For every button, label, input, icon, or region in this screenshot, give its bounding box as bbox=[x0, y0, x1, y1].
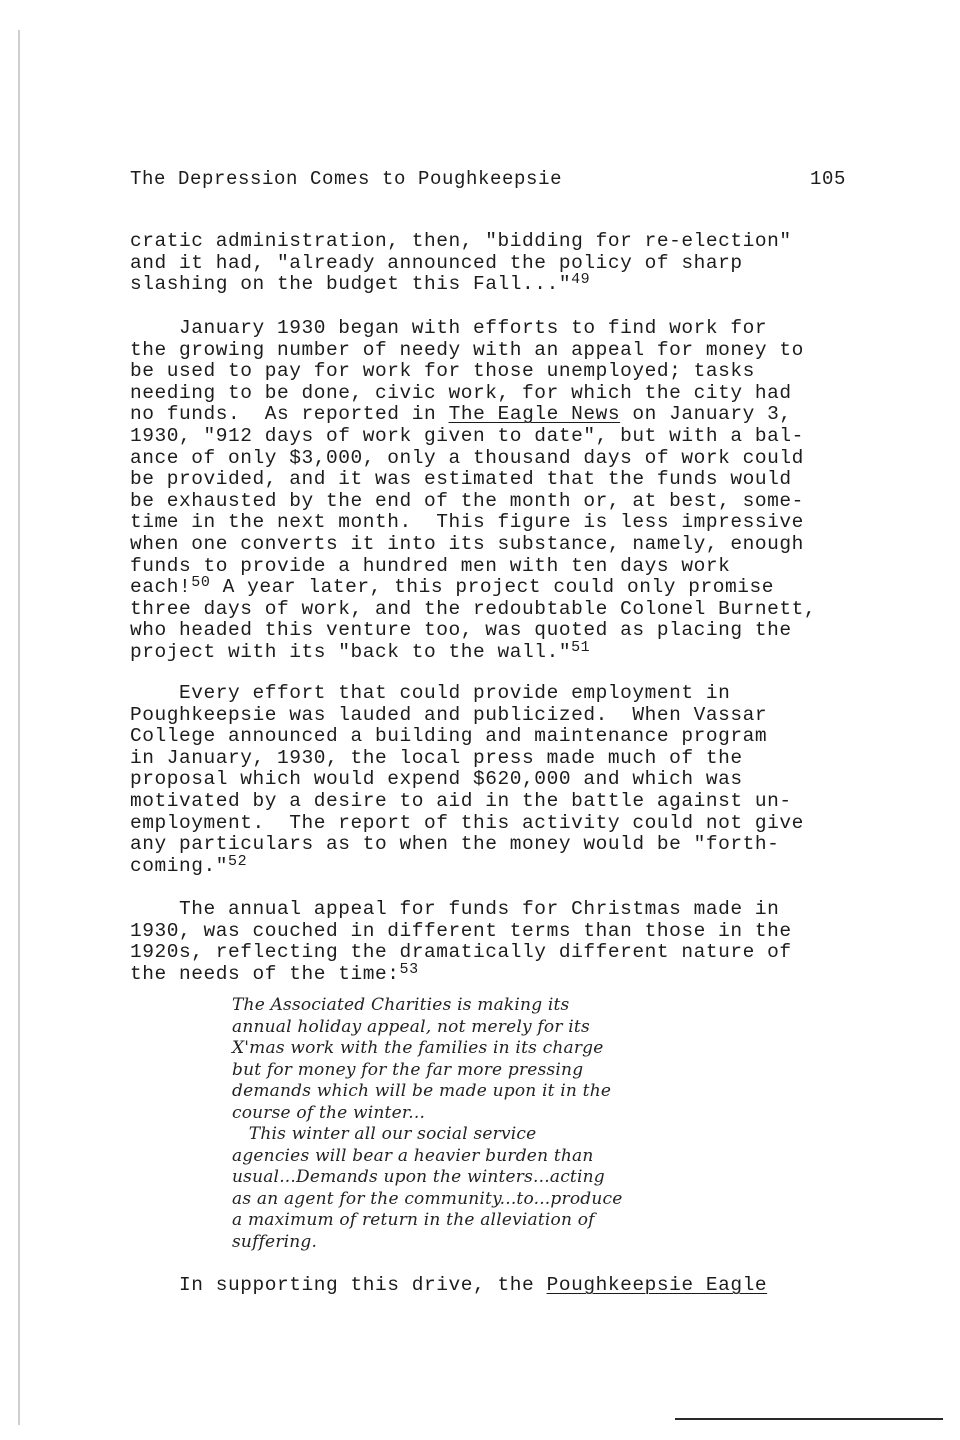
text-line bbox=[130, 1275, 846, 1297]
text-line: when one converts it into its substance, namely, enough bbox=[130, 532, 804, 555]
binding-edge bbox=[18, 30, 20, 1425]
quote-line: a maximum of return in the alleviation of bbox=[232, 1210, 595, 1230]
text-line: The annual appeal for funds for Christmas made in bbox=[130, 898, 780, 920]
text-run: the needs of the time: bbox=[130, 962, 400, 985]
quote-line: as an agent for the community...to...produce bbox=[232, 1188, 623, 1209]
text-line: time in the next month. This figure is less impressive bbox=[130, 511, 804, 534]
text-line: three days of work, and the redoubtable Colonel Burnett, bbox=[130, 597, 817, 620]
quote-line: X'mas work with the families in its charge bbox=[232, 1038, 604, 1058]
quote-line: course of the winter... bbox=[232, 1102, 426, 1123]
quote-line: demands which will be made upon it in the bbox=[232, 1081, 612, 1101]
text-line: funds to provide a hundred men with ten days work bbox=[130, 554, 731, 577]
text-run: project with its "back to the wall." bbox=[130, 640, 572, 663]
block-quote bbox=[232, 995, 752, 1253]
quote-line: but for money for the far more pressing bbox=[232, 1059, 584, 1080]
page-number: 105 bbox=[809, 168, 846, 190]
text-run: A year later, this project could only promise bbox=[210, 576, 774, 599]
text-line: 1930, "912 days of work given to date", but with a bal- bbox=[130, 424, 804, 447]
paragraph-3 bbox=[130, 683, 846, 877]
text-line: be used to pay for work for those unemployed; tasks bbox=[130, 360, 755, 383]
paragraph-1 bbox=[130, 231, 846, 296]
text-run: coming." bbox=[130, 854, 229, 877]
text-line: ance of only $3,000, only a thousand days of work could bbox=[130, 446, 804, 469]
text-line: 1930, was couched in different terms than those in the bbox=[130, 919, 792, 942]
text-line: 1920s, reflecting the dramatically different nature of bbox=[130, 941, 792, 964]
text-line bbox=[130, 271, 846, 296]
text-line: cratic administration, then, "bidding for re-election" bbox=[130, 230, 792, 252]
quote-line: suffering. bbox=[232, 1231, 318, 1252]
text-line bbox=[130, 574, 846, 599]
quote-line: usual...Demands upon the winters...acting bbox=[232, 1167, 605, 1187]
footnote-ref-49: 49 bbox=[571, 271, 591, 289]
quote-line: annual holiday appeal, not merely for its bbox=[232, 1016, 590, 1037]
text-run: In supporting this drive, the bbox=[130, 1274, 547, 1296]
text-line: employment. The report of this activity could not give bbox=[130, 811, 804, 834]
text-line: Poughkeepsie was lauded and publicized. When Vassar bbox=[130, 703, 768, 726]
text-line bbox=[130, 638, 846, 664]
text-line: be provided, and it was estimated that the funds would bbox=[130, 468, 792, 491]
text-line: in January, 1930, the local press made much of the bbox=[130, 746, 743, 769]
text-line: any particulars as to when the money would be "forth- bbox=[130, 833, 780, 856]
footnote-ref-50: 50 bbox=[191, 574, 211, 592]
newspaper-title-eagle-news: The Eagle News bbox=[448, 403, 621, 426]
paragraph-5 bbox=[130, 1275, 846, 1297]
text-line: proposal which would expend $620,000 and which was bbox=[130, 768, 743, 791]
footnote-ref-51: 51 bbox=[571, 638, 591, 656]
newspaper-title-poughkeepsie-eagle: Poughkeepsie Eagle bbox=[546, 1274, 768, 1296]
text-line bbox=[130, 404, 846, 426]
running-head-title: The Depression Comes to Poughkeepsie bbox=[130, 168, 563, 190]
text-line: January 1930 began with efforts to find work for bbox=[130, 317, 768, 339]
bottom-rule bbox=[675, 1418, 943, 1420]
text-line bbox=[130, 960, 846, 986]
text-run: slashing on the budget this Fall..." bbox=[130, 273, 572, 296]
paragraph-4 bbox=[130, 899, 846, 985]
quote-line: agencies will bear a heavier burden than bbox=[232, 1145, 594, 1166]
text-line: Every effort that could provide employment in bbox=[130, 682, 731, 704]
text-line: needing to be done, civic work, for which the city had bbox=[130, 381, 792, 404]
text-line: be exhausted by the end of the month or, at best, some- bbox=[130, 489, 804, 512]
text-run: each! bbox=[130, 576, 192, 599]
text-line: and it had, "already announced the policy of sharp bbox=[130, 251, 743, 274]
quote-line: The Associated Charities is making its bbox=[232, 995, 570, 1015]
text-line: who headed this venture too, was quoted as placing the bbox=[130, 619, 792, 642]
text-run: no funds. As reported in bbox=[130, 403, 449, 426]
quote-line: This winter all our social service bbox=[232, 1124, 537, 1144]
text-line: the growing number of needy with an appeal for money to bbox=[130, 338, 804, 361]
running-head bbox=[130, 168, 846, 192]
text-line: College announced a building and maintenance program bbox=[130, 725, 768, 748]
paragraph-2 bbox=[130, 318, 846, 664]
text-line bbox=[130, 852, 846, 878]
text-run: on January 3, bbox=[620, 403, 792, 426]
footnote-ref-53: 53 bbox=[399, 960, 419, 978]
text-line: motivated by a desire to aid in the battle against un- bbox=[130, 789, 792, 812]
footnote-ref-52: 52 bbox=[228, 852, 248, 870]
